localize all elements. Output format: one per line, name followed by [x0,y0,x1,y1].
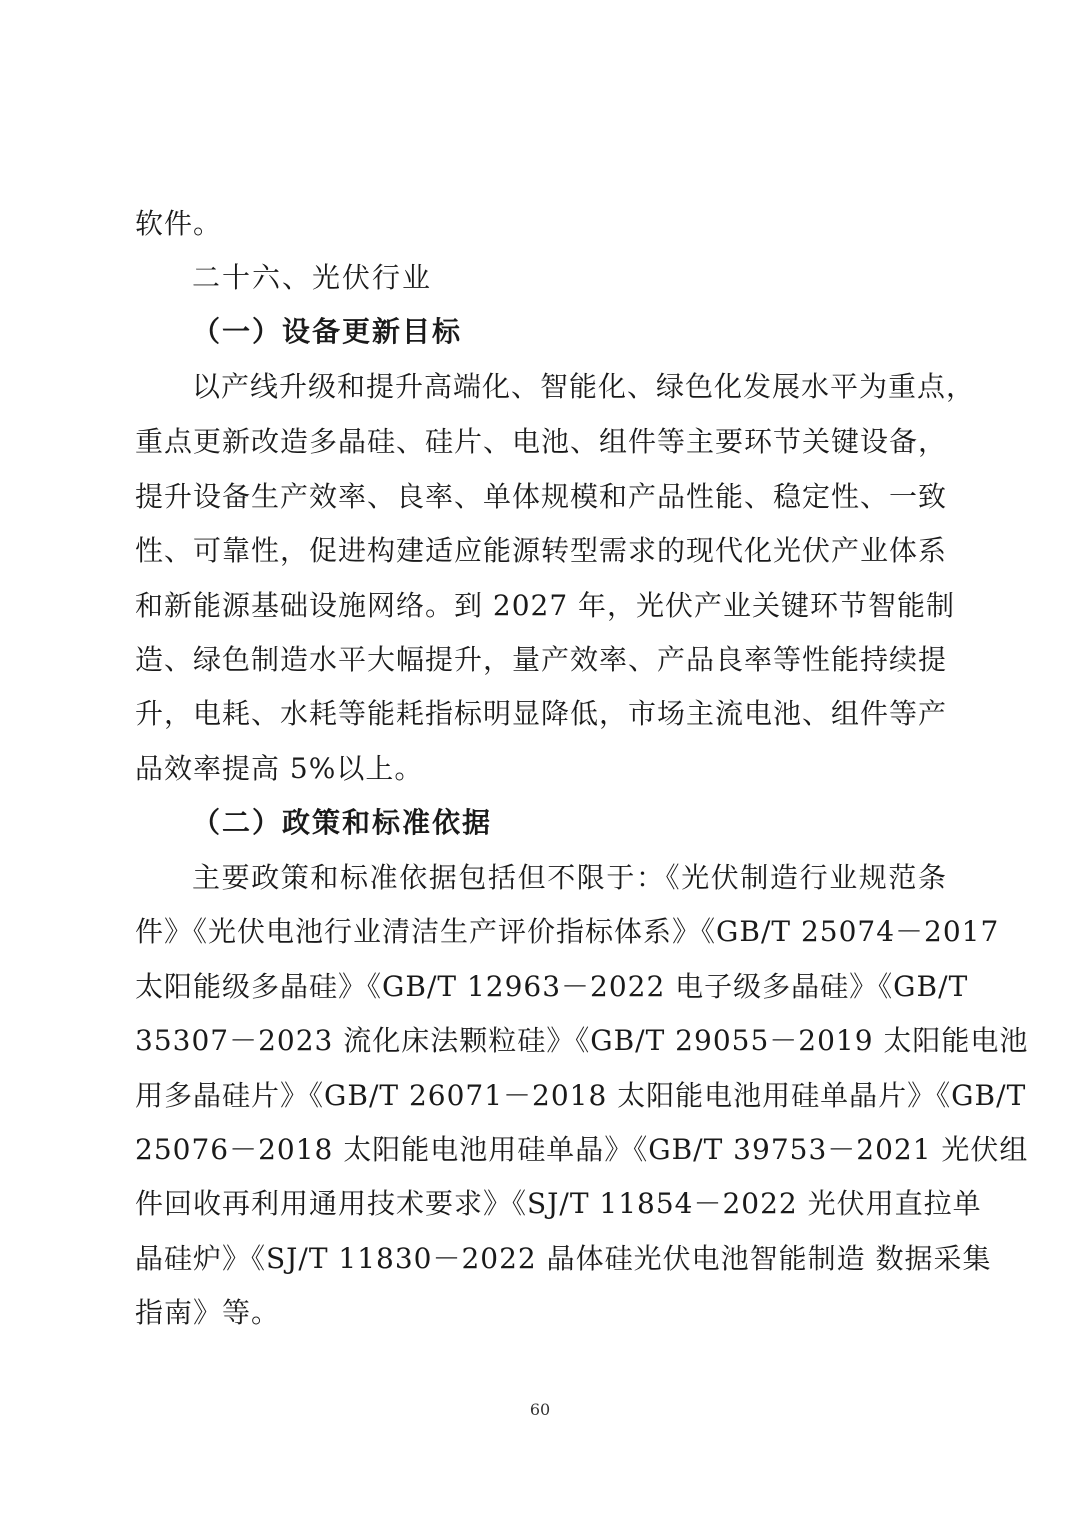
paragraph-line: 以产线升级和提升高端化、智能化、绿色化发展水平为重点， [192,370,976,403]
paragraph-line: 主要政策和标准依据包括但不限于：《光伏制造行业规范条 [192,861,947,894]
paragraph-line: 性、可靠性，促进构建适应能源转型需求的现代化光伏产业体系 [135,534,948,567]
paragraph-line: 指南》等。 [135,1296,281,1329]
paragraph-line: 和新能源基础设施网络。到 2027 年，光伏产业关键环节智能制 [135,589,956,622]
paragraph-line: 重点更新改造多晶硅、硅片、电池、组件等主要环节关键设备， [135,425,948,458]
paragraph-line: 提升设备生产效率、良率、单体规模和产品性能、稳定性、一致 [135,480,948,513]
paragraph-line: 品效率提高 5%以上。 [135,752,424,785]
paragraph-line: 升，电耗、水耗等能耗指标明显降低，市场主流电池、组件等产 [135,697,948,730]
paragraph-line: 软件。 [135,207,223,240]
paragraph-line: 太阳能级多晶硅》《GB/T 12963－2022 电子级多晶硅》《GB/T [135,970,969,1003]
subsection-heading-2: （二）政策和标准依据 [192,806,493,839]
paragraph-line: 晶硅炉》《SJ/T 11830－2022 晶体硅光伏电池智能制造 数据采集 [135,1242,992,1275]
paragraph-line: 造、绿色制造水平大幅提升，量产效率、产品良率等性能持续提 [135,643,948,676]
page-number: 60 [529,1400,551,1419]
section-heading: 二十六、光伏行业 [192,261,433,294]
paragraph-line: 35307－2023 流化床法颗粒硅》《GB/T 29055－2019 太阳能电池 [135,1024,1029,1057]
paragraph-line: 件回收再利用通用技术要求》《SJ/T 11854－2022 光伏用直拉单 [135,1187,982,1220]
paragraph-line: 25076－2018 太阳能电池用硅单晶》《GB/T 39753－2021 光伏组 [135,1133,1029,1166]
paragraph-line: 用多晶硅片》《GB/T 26071－2018 太阳能电池用硅单晶片》《GB/T [135,1079,1027,1112]
paragraph-line: 件》《光伏电池行业清洁生产评价指标体系》《GB/T 25074－2017 [135,915,1000,948]
subsection-heading-1: （一）设备更新目标 [192,315,463,348]
